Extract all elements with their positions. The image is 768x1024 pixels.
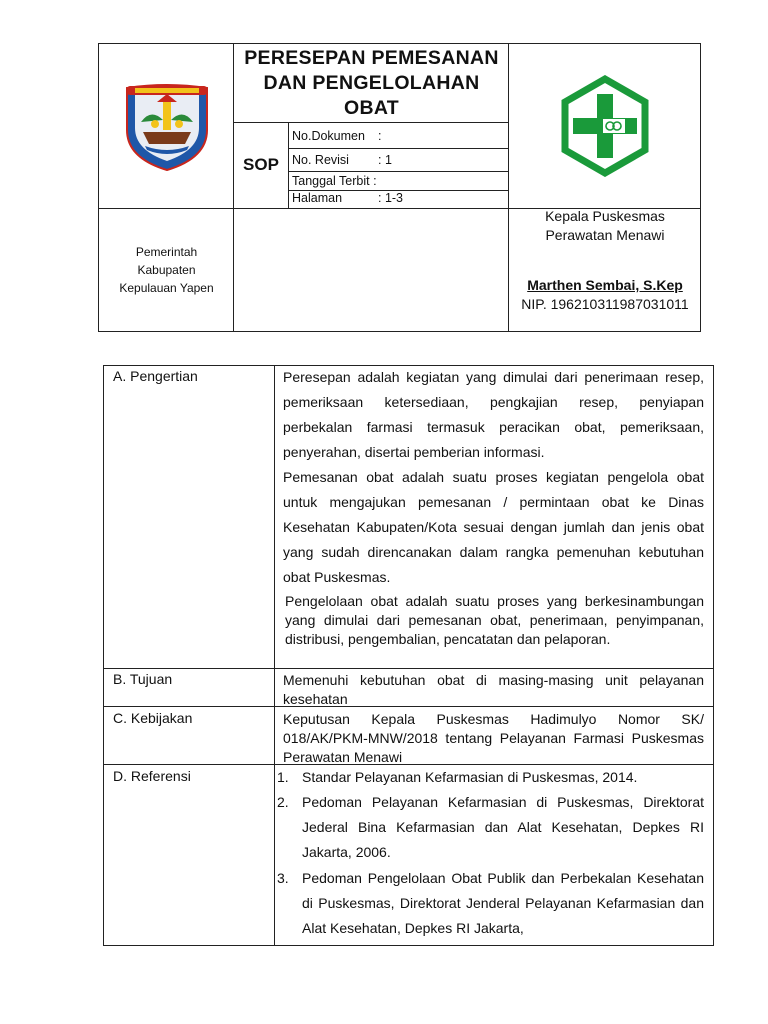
section-label-pengertian: A. Pengertian	[113, 368, 198, 384]
kebijakan-text: Keputusan Kepala Puskesmas Hadimulyo Nomor SK/ 018/AK/PKM-MNW/2018 tentang Pelayanan Farmasi Puskesmas Perawatan Menawi	[283, 711, 704, 765]
pengertian-paragraph-peresepan: Peresepan adalah kegiatan yang dimulai dari penerimaan resep, pemeriksaan ketersediaan, pengkajian resep, penyiapan perbekalan farmasi termasuk peracikan obat, pemeriksaan, penyerahan, disertai pemberian informasi.	[283, 369, 704, 460]
signature-block	[509, 208, 701, 332]
divider	[104, 668, 714, 669]
reference-item: 2. Pedoman Pelayanan Kefarmasian di Puskesmas, Direktorat Jederal Bina Kefarmasian dan Alat Kesehatan, Depkes RI Jakarta, 2006.	[277, 794, 704, 860]
puskesmas-logo-cell	[509, 44, 701, 208]
meta-tanggal-terbit: Tanggal Terbit :	[292, 174, 377, 188]
meta-halaman: Halaman : 1-3	[292, 191, 404, 205]
tujuan-text: Memenuhi kebutuhan obat di masing-masing unit pelayanan kesehatan	[283, 672, 704, 707]
reference-item: 3. Pedoman Pengelolaan Obat Publik dan Perbekalan Kesehatan di Puskesmas, Direktorat Jenderal Pelayanan Kefarmasian dan Alat Kesehatan, Depkes RI Jakarta,	[277, 870, 704, 936]
meta-no-dokumen: No.Dokumen :	[292, 129, 382, 143]
reference-item: 1. Standar Pelayanan Kefarmasian di Puskesmas, 2014.	[277, 769, 638, 785]
section-label-kebijakan: C. Kebijakan	[113, 710, 193, 726]
divider	[288, 171, 509, 172]
government-name: Pemerintah Kabupaten Kepulauan Yapen	[119, 245, 214, 295]
regency-emblem-cell	[99, 44, 234, 208]
meta-no-revisi: No. Revisi : 1	[292, 153, 392, 167]
signatory-name: Marthen Sembai, S.Kep	[527, 277, 683, 293]
divider	[288, 122, 289, 208]
sop-content-table	[103, 365, 714, 946]
signatory-position-line2: Perawatan Menawi	[545, 227, 665, 243]
divider	[288, 148, 509, 149]
signatory-position-line1: Kepala Puskesmas	[545, 208, 665, 224]
divider	[274, 366, 275, 946]
pengertian-paragraph-pengelolaan: Pengelolaan obat adalah suatu proses yang berkesinambungan yang dimulai dari pemesanan obat, penerimaan, penyimpanan, distribusi, pengembalian, pencatatan dan pelaporan.	[285, 593, 704, 647]
sop-label: SOP	[243, 155, 279, 174]
regency-emblem-icon	[121, 80, 213, 172]
document-title: PERESEPAN PEMESANAN DAN PENGELOLAHAN OBAT	[244, 47, 499, 119]
sop-header-table	[98, 43, 701, 332]
section-label-referensi: D. Referensi	[113, 768, 191, 784]
blank-cell	[234, 208, 508, 332]
pengertian-paragraph-pemesanan: Pemesanan obat adalah suatu proses kegiatan pengelola obat untuk mengajukan pemesanan / permintaan obat ke Dinas Kesehatan Kabupaten/Kota sesuai dengan jumlah dan jenis obat yang sudah direncanakan dalam rangka pemenuhan kebutuhan obat Puskesmas.	[283, 469, 704, 585]
signatory-nip: NIP. 196210311987031011	[521, 296, 689, 312]
section-label-tujuan: B. Tujuan	[113, 671, 173, 687]
puskesmas-logo-icon	[559, 75, 651, 177]
